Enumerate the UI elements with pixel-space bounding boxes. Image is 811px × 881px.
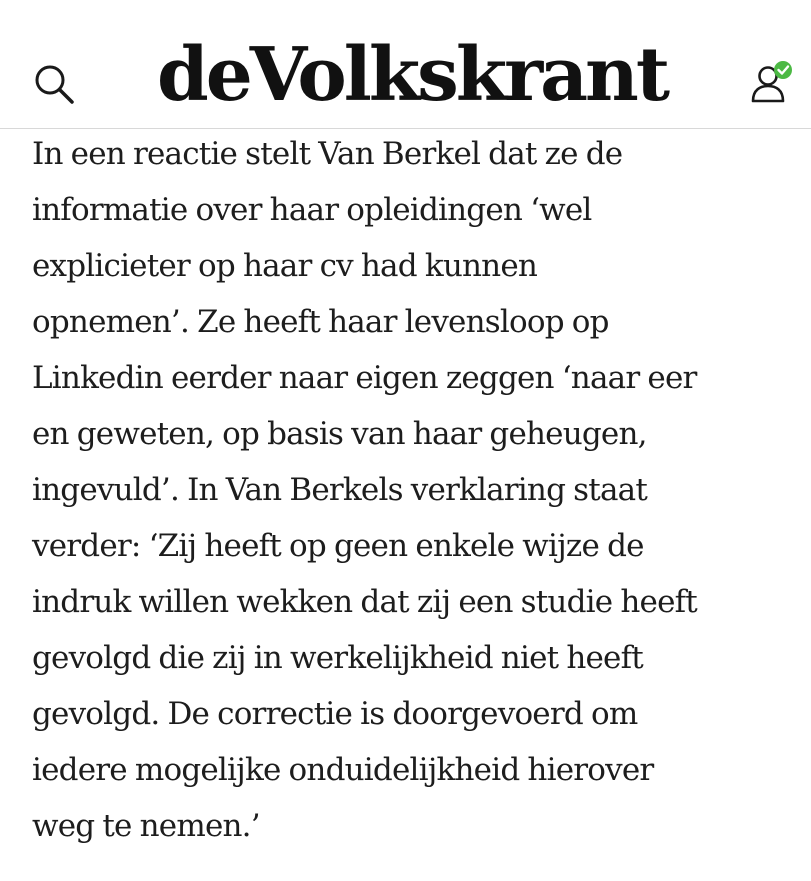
article-line: weg te nemen.’ (32, 808, 260, 844)
article-line: informatie over haar opleidingen ‘wel (32, 192, 592, 228)
article-line: Linkedin eerder naar eigen zeggen ‘naar eer (32, 360, 697, 396)
site-header (0, 0, 811, 129)
article-line: In een reactie stelt Van Berkel dat ze de (32, 136, 623, 172)
search-button[interactable] (30, 60, 78, 108)
article-line: gevolgd. De correctie is doorgevoerd om (32, 696, 638, 732)
article-line: iedere mogelijke onduidelijkheid hierover (32, 752, 654, 788)
article-line: gevolgd die zij in werkelijkheid niet heeft (32, 640, 643, 676)
site-logo[interactable]: deVolkskrant (156, 32, 668, 118)
user-verified-icon (748, 58, 798, 108)
article-line: verder: ‘Zij heeft op geen enkele wijze de (32, 528, 644, 564)
article-line: ingevuld’. In Van Berkels verklaring staat (32, 472, 647, 508)
account-button[interactable] (748, 58, 798, 108)
article-paragraph (32, 126, 802, 854)
article-line: indruk willen wekken dat zij een studie heeft (32, 584, 697, 620)
search-icon (30, 60, 78, 108)
article-line: en geweten, op basis van haar geheugen, (32, 416, 647, 452)
article-line: opnemen’. Ze heeft haar levensloop op (32, 304, 609, 340)
article-line: explicieter op haar cv had kunnen (32, 248, 538, 284)
